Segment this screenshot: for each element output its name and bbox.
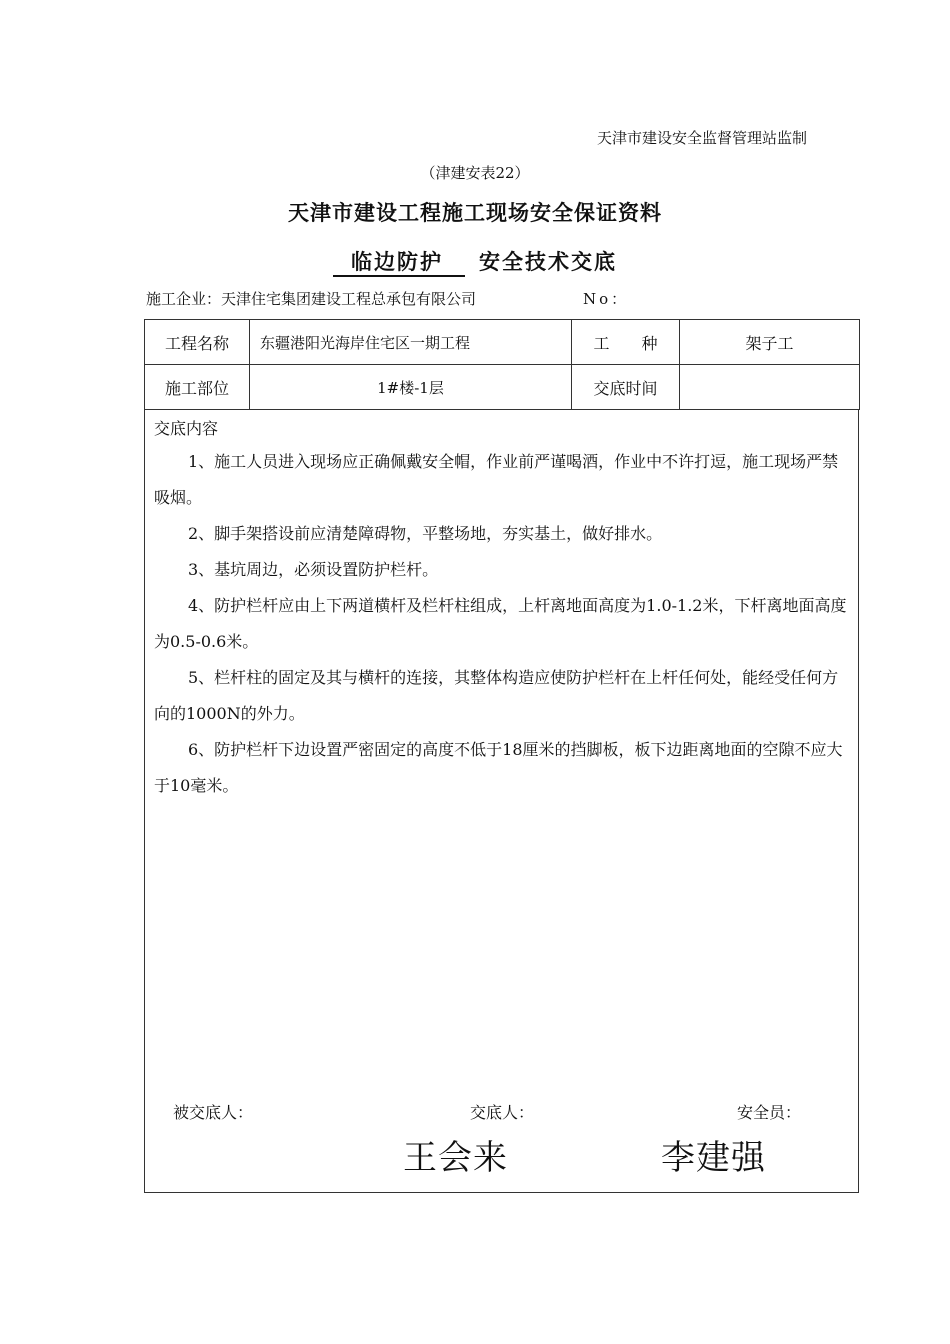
info-table: [144, 319, 860, 410]
content-item-3: 3、基坑周边，必须设置防护栏杆。: [188, 560, 439, 579]
content-label: 交底内容: [154, 419, 219, 438]
receiver-label: 被交底人：: [173, 1103, 254, 1122]
content-item-2: 2、脚手架搭设前应清楚障碍物，平整场地，夯实基土，做好排水。: [188, 524, 663, 543]
discloser-label: 交底人：: [470, 1103, 535, 1122]
trade-label: 工 种: [572, 320, 680, 365]
form-number: （津建安表22）: [420, 164, 530, 182]
date-label: 交底时间: [572, 365, 680, 410]
document-title: 天津市建设工程施工现场安全保证资料: [288, 201, 662, 225]
content-item-5: 5、栏杆柱的固定及其与横杆的连接，其整体构造应使防护栏杆在上杆任何处，能经受任何方向的1000N的外力。: [154, 668, 839, 723]
subtitle-text: 安全技术交底: [479, 250, 617, 274]
content-item-1: 1、施工人员进入现场应正确佩戴安全帽，作业前严谨喝酒，作业中不许打逗，施工现场严禁吸烟。: [154, 452, 839, 507]
location-value: 1#楼-1层: [250, 365, 572, 410]
company-name: 天津住宅集团建设工程总承包有限公司: [221, 290, 477, 308]
project-name-value: 东疆港阳光海岸住宅区一期工程: [250, 320, 572, 365]
content-item-6: 6、防护栏杆下边设置严密固定的高度不低于18厘米的挡脚板，板下边距离地面的空隙不应大于10毫米。: [154, 740, 843, 795]
safety-officer-label: 安全员：: [737, 1103, 802, 1122]
discloser-signature: 王会来: [403, 1138, 508, 1178]
supervisor-note: 天津市建设安全监督管理站监制: [596, 129, 807, 147]
topic-field: 临边防护: [333, 249, 465, 277]
content-item-4: 4、防护栏杆应由上下两道横杆及栏杆柱组成，上杆离地面高度为1.0-1.2米，下杆离地面高度为0.5-0.6米。: [154, 596, 847, 651]
company-line: [146, 288, 476, 309]
date-value: [680, 365, 860, 410]
table-row: [145, 365, 860, 410]
trade-value: 架子工: [680, 320, 860, 365]
company-label: 施工企业：: [146, 290, 222, 308]
content-box: [144, 410, 859, 1193]
table-row: [145, 320, 860, 365]
safety-officer-signature: 李建强: [661, 1138, 766, 1178]
number-label: No：: [583, 290, 630, 308]
document-subtitle: [0, 246, 950, 277]
location-label: 施工部位: [145, 365, 250, 410]
project-name-label: 工程名称: [145, 320, 250, 365]
